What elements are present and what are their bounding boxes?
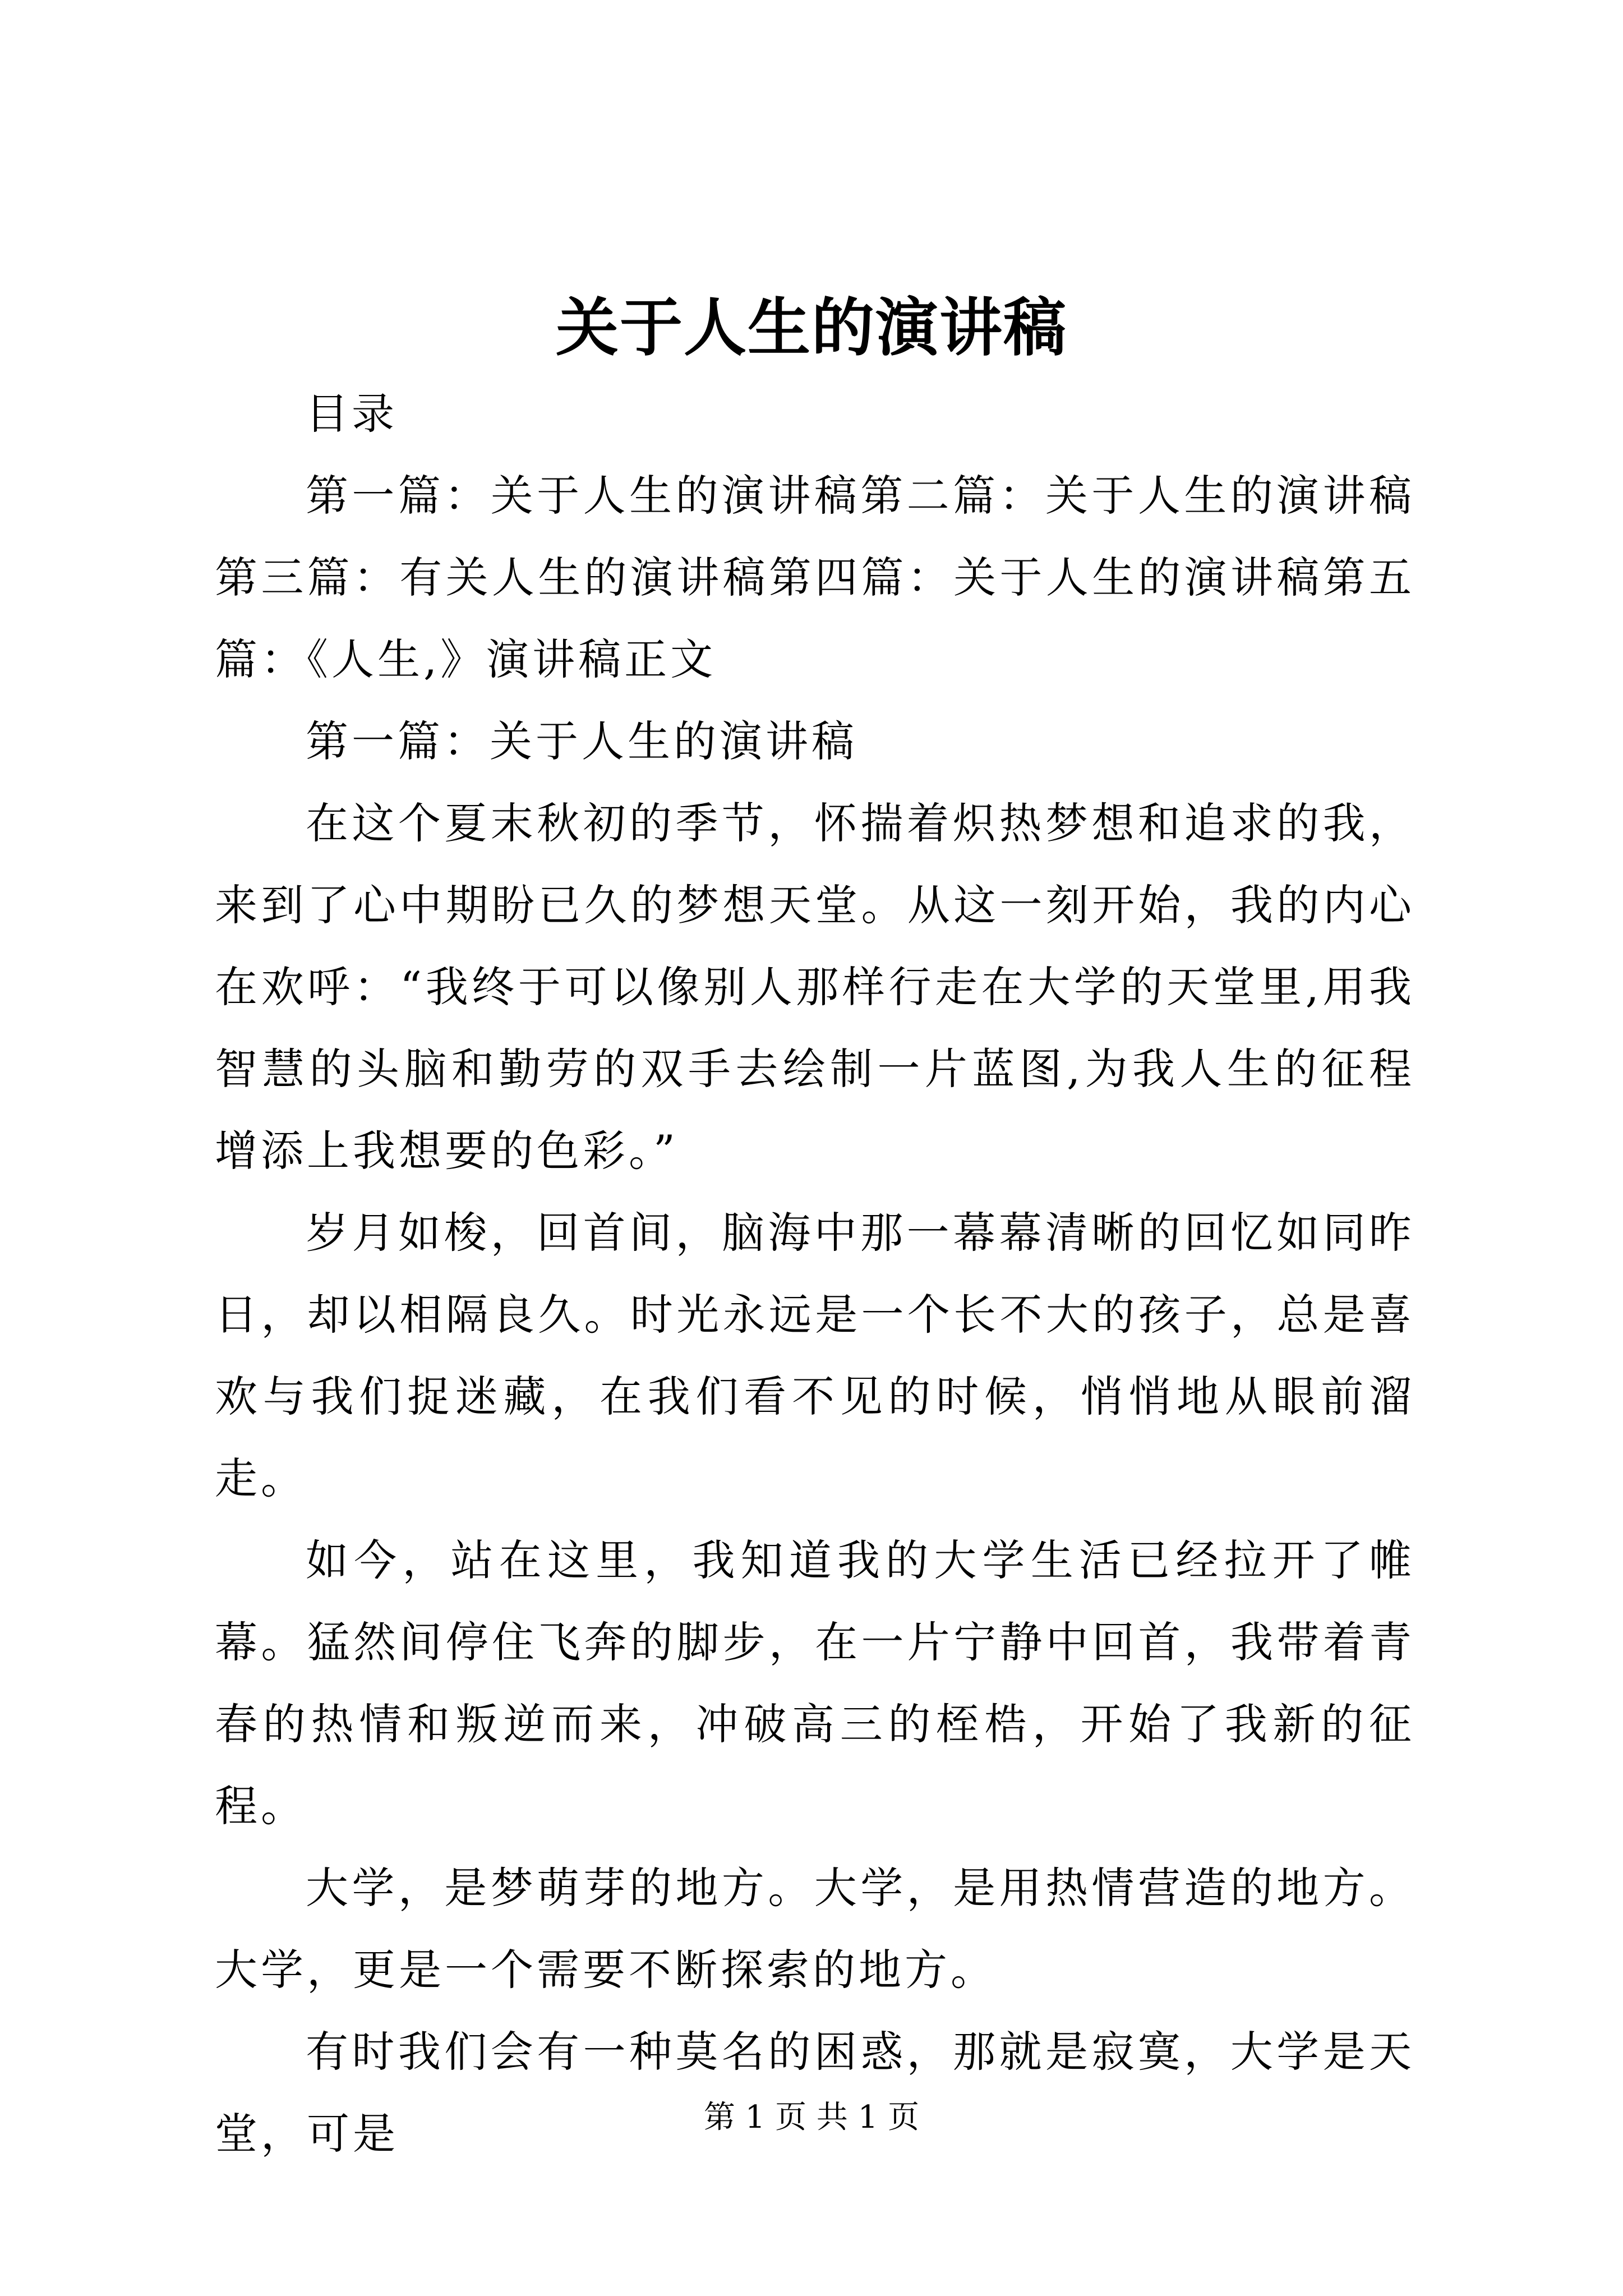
page-number-footer: 第 1 页 共 1 页	[703, 2099, 920, 2136]
paragraph-toc-heading: 目录	[306, 389, 398, 439]
paragraph-toc-list: 第一篇：关于人生的演讲稿第二篇：关于人生的演讲稿第三篇：有关人生的演讲稿第四篇：关于人生的演讲稿第五篇：《人生,》演讲稿正文	[215, 471, 1415, 684]
document-body	[215, 373, 1415, 2175]
paragraph: 有时我们会有一种莫名的困惑，那就是寂寞，大学是天堂，可是	[215, 2027, 1415, 2159]
paragraph: 岁月如梭，回首间，脑海中那一幕幕清晰的回忆如同昨日，却以相隔良久。时光永远是一个长不大的孩子，总是喜欢与我们捉迷藏，在我们看不见的时候，悄悄地从眼前溜走。	[215, 1208, 1415, 1503]
paragraph: 大学，是梦萌芽的地方。大学，是用热情营造的地方。大学，更是一个需要不断探索的地方。	[215, 1863, 1415, 1995]
paragraph-section-heading: 第一篇：关于人生的演讲稿	[306, 716, 857, 766]
paragraph: 如今，站在这里，我知道我的大学生活已经拉开了帷幕。猛然间停住飞奔的脚步，在一片宁静中回首，我带着青春的热情和叛逆而来，冲破高三的桎梏，开始了我新的征程。	[215, 1535, 1415, 1831]
document-title: 关于人生的演讲稿	[556, 291, 1067, 365]
paragraph: 在这个夏末秋初的季节，怀揣着炽热梦想和追求的我，来到了心中期盼已久的梦想天堂。从这一刻开始，我的内心在欢呼：“我终于可以像别人那样行走在大学的天堂里,用我智慧的头脑和勤劳的双手去绘制一片蓝图,为我人生的征程增添上我想要的色彩。”	[215, 798, 1415, 1176]
